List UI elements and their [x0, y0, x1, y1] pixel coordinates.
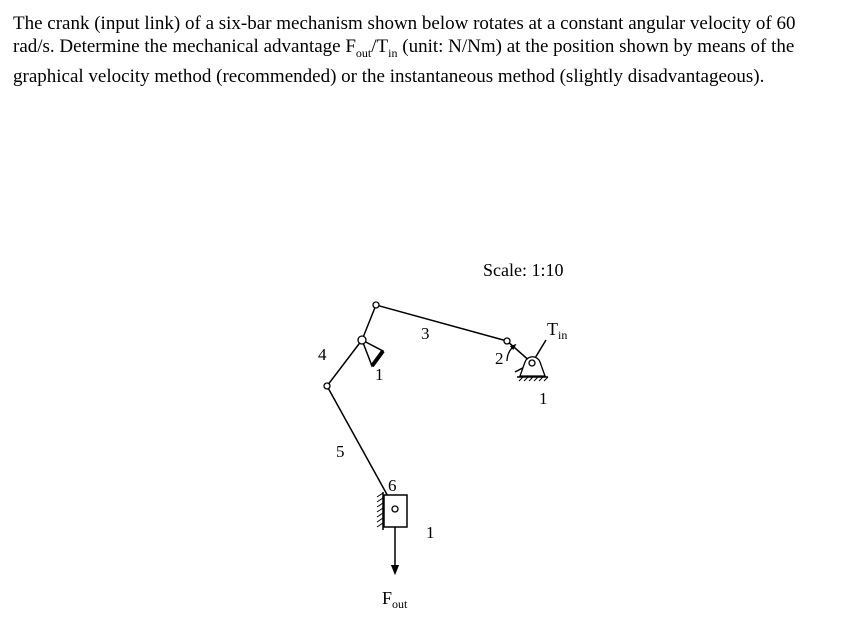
- joint-slider: [392, 506, 398, 512]
- torque-label: $T_{in}$: [547, 319, 568, 342]
- link-3: [362, 305, 507, 341]
- input-torque-arrow: [507, 346, 514, 361]
- joint-crank-ground: [529, 360, 535, 366]
- force-label: $F_{out}$: [382, 588, 408, 611]
- joint-coupler-crank: [504, 338, 510, 344]
- joint-link4-link5: [324, 383, 330, 389]
- problem-line-2-a: rad/s. Determine the mechanical advantage F: [13, 36, 356, 57]
- slider-ground-guide: [377, 492, 383, 530]
- ground-pivot-left: [362, 340, 383, 366]
- scale-label: Scale: 1:10: [483, 260, 564, 280]
- joint-ground-left: [358, 336, 366, 344]
- link-1-slider-label: 1: [426, 523, 435, 542]
- problem-line-2-b: /T: [371, 36, 389, 57]
- link-5-label: 5: [336, 442, 345, 461]
- link-4: [327, 340, 362, 386]
- problem-line-1: The crank (input link) of a six-bar mechanism shown below rotates at a constant angular velocity of 60: [13, 13, 796, 34]
- link-6-label: 6: [388, 476, 397, 495]
- problem-line-2-c: (unit: N/Nm) at the position shown by means of the: [397, 36, 795, 57]
- link-1-right-label: 1: [539, 389, 548, 408]
- joint-coupler-top: [373, 302, 379, 308]
- link-1-left-label: 1: [375, 365, 384, 384]
- fout-subscript: out: [355, 45, 372, 60]
- tin-subscript: in: [388, 45, 398, 60]
- link-3-label: 3: [421, 324, 430, 343]
- link-4-label: 4: [318, 345, 327, 364]
- joints: [324, 302, 535, 512]
- problem-line-3: graphical velocity method (recommended) or the instantaneous method (slightly disadvantageous).: [13, 65, 765, 87]
- link-2-label: 2: [495, 349, 504, 368]
